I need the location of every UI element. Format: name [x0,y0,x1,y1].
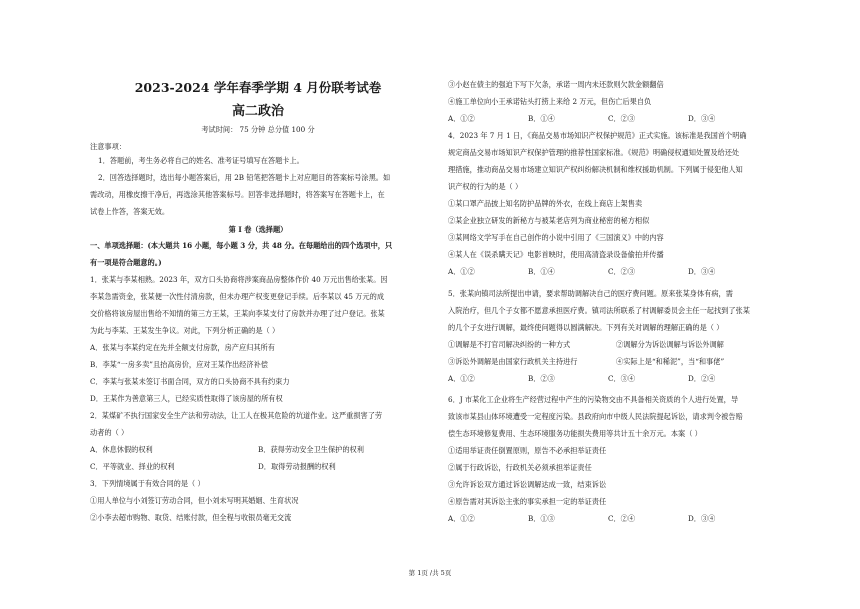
page-number: 第 1页 /共 5页 [408,569,452,577]
q3-statement-3: ③小赵在债主的强迫下写下欠条，承诺一周内未还款则欠款金额翻倍 [448,80,664,89]
exam-title: 2023-2024 学年春季学期 4 月份联考试卷 [134,80,382,95]
q4-option-c: C．②③ [608,267,636,276]
q4-statement-3: ③某网络文学写手在自己创作的小说中引用了《三国演义》中的内容 [448,233,664,242]
note-2-line-2: 需改动，用橡皮擦干净后，再选涂其他答案标号。回答非选择题时，将答案写在答题卡上，在 [90,190,385,199]
q5-statement-3: ③诉讼外调解是由国家行政机关主持进行 [448,357,578,366]
q6-statement-2: ②属于行政诉讼，行政机关必须承担举证责任 [448,463,592,472]
q1-option-c: C．李某与张某未签订书面合同，双方的口头协商不具有约束力 [90,377,290,386]
section-title: 第 I 卷（选择题） [228,225,288,234]
notes-heading: 注意事项： [90,142,126,151]
q5-stem-line-1: 5．张某向镇司法所提出申请，要求帮助调解决自己的医疗费问题。原来张某身体有病，需 [448,289,733,298]
q6-statement-4: ④原告需对其诉讼主张的事实承担一定的举证责任 [448,497,607,506]
q4-option-b: B．①④ [528,267,555,276]
q6-stem-line-2: 致该市某县山体环境遭受一定程度污染。县政府向市中级人民法院提起诉讼，请求判令被告赔 [448,412,743,421]
note-1: 1．答题前，考生务必将自己的姓名、准考证号填写在答题卡上。 [98,156,304,165]
section-instruction-line-1: 一、单项选择题：(本大题共 16 小题，每小题 3 分，共 48 分。在每题给出的四个选项中，只 [90,241,393,250]
q2-option-c: C．平等就业、择业的权利 [90,462,175,471]
q5-option-c: C．③④ [608,374,636,383]
q1-stem-line-2: 李某急需资金，张某便一次性付清房款，但未办理产权变更登记手续。后李某以 45 万元的成 [90,292,385,301]
q2-stem-line-1: 2．某煤矿不执行国家安全生产法和劳动法，让工人在极其危险的坑道作业。这严重损害了劳 [90,411,383,420]
q2-option-b: B．获得劳动安全卫生保护的权利 [258,445,364,454]
q1-option-a: A．张某与李某约定在先并全额支付房款，房产应归其所有 [90,343,275,352]
q6-stem-line-1: 6．J 市某化工企业将生产经营过程中产生的污染物交由不具备相关资质的个人进行处置，导 [448,395,739,404]
q4-stem-line-2: 规定商品交易市场知识产权保护管理的推荐性国家标准。《规范》明确侵权通知处置及给还处 [448,148,740,157]
subject-title: 高二政治 [231,104,284,119]
q5-stem-line-2: 入院治疗，但几个子女都不愿意承担医疗费。镇司法所联系了村调解委员会主任一起找到了张某 [448,306,750,315]
q6-stem-line-3: 偿生态环境修复费用、生态环境服务功能损失费用等共计五十余万元。本案（ ） [448,429,702,438]
q4-statement-2: ②某企业独立研发的新秘方与被某老店列为商业秘密的秘方相似 [448,216,650,225]
q4-stem-line-3: 理措施，推动商品交易市场建立知识产权纠纷解决机制和维权援助机制。下列属于侵犯他人知 [448,165,743,174]
q3-option-b: B．①④ [528,114,555,123]
q5-stem-line-3: 的几个子女进行调解，最终使问题得以圆满解决。下列有关对调解的理解正确的是（ ） [448,323,724,332]
section-instruction-line-2: 有一项是符合题意的。) [90,258,162,267]
q3-statement-2: ②小李去超市购物、取货、结账付款，但全程与收银员毫无交流 [90,513,292,522]
q2-stem-line-2: 动者的（ ） [90,428,129,437]
q2-option-d: D．取得劳动报酬的权利 [258,462,336,471]
q3-option-d: D．③④ [688,114,716,123]
q1-stem-line-3: 交价格将该房屋出售给不知情的第三方王某，王某向李某支付了房款并办理了过户登记。张某 [90,309,385,318]
q5-statement-2: ②调解分为诉讼调解与诉讼外调解 [616,340,724,349]
q5-option-d: D．②④ [688,374,716,383]
exam-info: 考试时间： 75 分钟 总分值 100 分 [201,125,315,134]
q6-option-a: A．①② [448,514,475,523]
q1-stem-line-4: 为此与李某、王某发生争议。对此，下列分析正确的是（ ） [90,326,280,335]
q2-option-a: A．休息休假的权利 [90,445,153,454]
note-2-line-3: 试卷上作答，答案无效。 [90,207,170,216]
q5-statement-1: ①调解是不打官司解决纠纷的一种方式 [448,340,571,349]
q3-stem: 3．下列情境属于有效合同的是（ ） [90,479,205,488]
q3-option-c: C．②③ [608,114,636,123]
q6-statement-3: ③允许诉讼双方通过诉讼调解达成一致，结束诉讼 [448,480,607,489]
q3-statement-1: ①用人单位与小刘签订劳动合同，但小刘未写明其婚姻、生育状况 [90,496,299,505]
q6-option-c: C．②④ [608,514,636,523]
q5-option-b: B．②③ [528,374,555,383]
q6-option-d: D．③④ [688,514,716,523]
q1-stem-line-1: 1．张某与李某相熟。2023 年，双方口头协商将涉案商品房整体作价 40 万元出售给张某。因 [90,275,388,284]
q6-option-b: B．①③ [528,514,555,523]
q4-stem-line-4: 识产权的行为的是（ ） [448,182,523,191]
q4-statement-1: ①某口罩产品披上知名防护品牌的外衣，在线上商店上架售卖 [448,199,643,208]
q4-option-d: D．③④ [688,267,716,276]
note-2-line-1: 2．回答选择题时，选出每小题答案后，用 2B 铅笔把答题卡上对应题目的答案标号涂黑。如 [98,173,391,182]
q4-stem-line-1: 4．2023 年 7 月 1 日，《商品交易市场知识产权保护规范》正式实施。该标准是我国首个明确 [448,131,747,140]
q3-statement-4: ④施工单位向小王承诺钻头打捞上来给 2 万元，但伤亡后果自负 [448,97,652,106]
q6-statement-1: ①适用举证责任倒置原则，原告不必承担举证责任 [448,446,607,455]
q3-option-a: A．①② [448,114,475,123]
q5-option-a: A．①② [448,374,475,383]
q5-statement-4: ④实际上是“和稀泥”，当“和事佬” [616,357,725,366]
q1-option-d: D．王某作为善意第三人，已经实质性取得了该房屋的所有权 [90,394,283,403]
q4-option-a: A．①② [448,267,475,276]
q1-option-b: B．李某“一房多卖”且抬高房价，应对王某作出经济补偿 [90,360,268,369]
q4-statement-4: ④某人在《误杀瞒天记》电影首映时，使用高清盗录设备偷拍并传播 [448,250,664,259]
